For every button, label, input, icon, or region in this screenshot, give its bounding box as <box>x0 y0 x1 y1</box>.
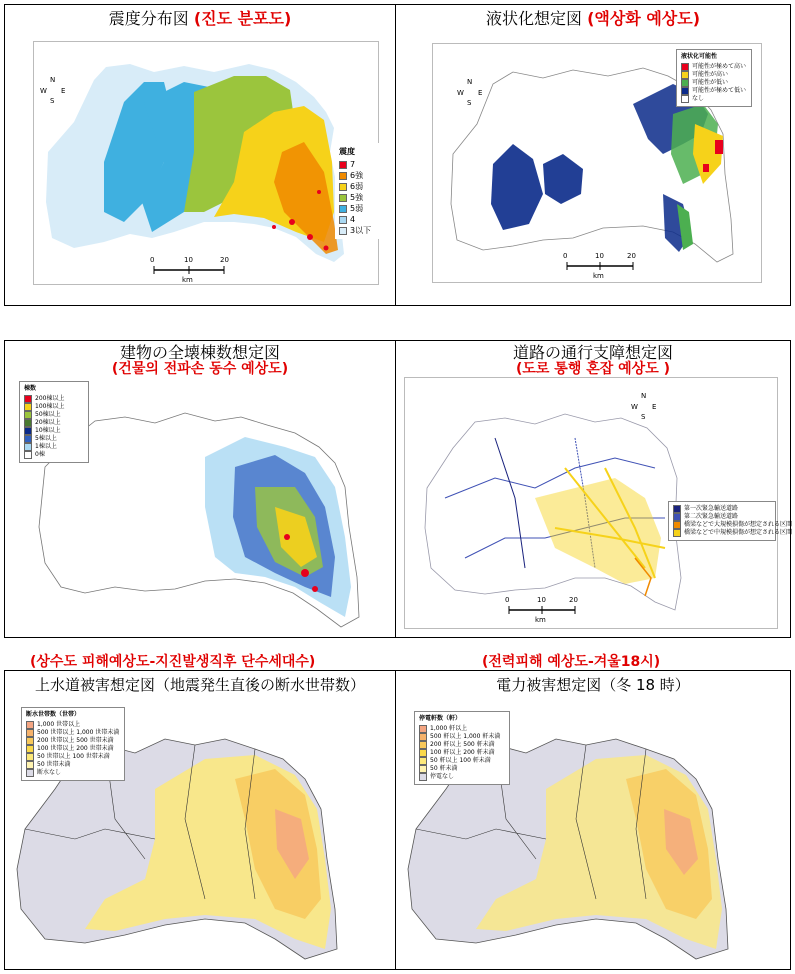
legend-label: 1,000 軒以上 <box>430 725 468 732</box>
legend-label: 断水なし <box>37 769 62 776</box>
legend-label: 可能性が極めて高い <box>692 63 747 70</box>
legend-label: 200棟以上 <box>35 395 65 402</box>
legend-swatch <box>26 745 34 753</box>
legend-power <box>414 711 510 785</box>
legend-swatch <box>26 737 34 745</box>
legend-label: 200 軒以上 500 軒未満 <box>430 741 495 748</box>
legend-item <box>339 214 377 225</box>
legend-label: 3以下 <box>350 226 372 235</box>
legend-swatch <box>339 194 347 202</box>
legend-item <box>673 521 793 529</box>
legend-title: 震度 <box>339 147 355 156</box>
panel-buildings <box>4 340 396 638</box>
panel-seismic <box>4 4 396 306</box>
legend-label: 橋梁などで大規模損傷が想定される区間 <box>684 521 793 528</box>
legend-swatch <box>419 725 427 733</box>
legend-item <box>26 769 120 777</box>
legend-swatch <box>339 183 347 191</box>
legend-label: 50 軒以上 100 軒未満 <box>430 757 491 764</box>
title-ko: (건물의 전파손 동수 예상도) <box>111 361 289 377</box>
legend-water <box>21 707 125 781</box>
legend-label: 10棟以上 <box>35 427 61 434</box>
legend-item <box>419 773 505 781</box>
legend-title: 液状化可能性 <box>681 53 718 60</box>
legend-item <box>419 757 505 765</box>
legend-label: 橋梁などで中規模損傷が想定される区間 <box>684 529 793 536</box>
legend-item <box>26 753 120 761</box>
title-ja: 液状化想定図 <box>485 9 582 28</box>
panel-title <box>5 343 395 363</box>
legend-swatch <box>24 419 32 427</box>
legend-swatch <box>419 757 427 765</box>
legend-label: 50 世帯以上 100 世帯未満 <box>37 753 110 760</box>
legend-label: 可能性が低い <box>692 79 729 86</box>
legend-item <box>419 741 505 749</box>
legend-title: 棟数 <box>24 385 37 392</box>
legend-seismic <box>335 143 381 239</box>
legend-item <box>24 419 84 427</box>
legend-buildings <box>19 381 89 463</box>
legend-item <box>26 721 120 729</box>
legend-swatch <box>339 216 347 224</box>
legend-label: 1棟以上 <box>35 443 57 450</box>
legend-label: 5弱 <box>350 204 364 213</box>
legend-roads <box>668 501 793 541</box>
legend-swatch <box>673 505 681 513</box>
title-ko: (진도 분포도) <box>193 9 292 28</box>
legend-swatch <box>673 529 681 537</box>
legend-label: 5強 <box>350 193 364 202</box>
legend-item <box>339 181 377 192</box>
legend-label: 100 軒以上 200 軒未満 <box>430 749 495 756</box>
legend-swatch <box>419 765 427 773</box>
legend-swatch <box>339 172 347 180</box>
legend-swatch <box>681 87 689 95</box>
legend-item <box>681 95 747 103</box>
legend-item <box>26 729 120 737</box>
legend-item <box>419 749 505 757</box>
legend-label: 可能性が高い <box>692 71 729 78</box>
legend-item <box>26 745 120 753</box>
title-ko: (전력피해 예상도-겨울18시) <box>482 654 661 670</box>
legend-label: 第二次緊急輸送道路 <box>684 513 739 520</box>
legend-label: 第一次緊急輸送道路 <box>684 505 739 512</box>
panel-power <box>395 670 791 970</box>
legend-label: 5棟以上 <box>35 435 57 442</box>
legend-swatch <box>339 205 347 213</box>
legend-title: 断水世帯数（世帯） <box>26 711 81 718</box>
legend-label: 1,000 世帯以上 <box>37 721 81 728</box>
legend-label: 500 軒以上 1,000 軒未満 <box>430 733 501 740</box>
legend-swatch <box>419 733 427 741</box>
legend-label: 100棟以上 <box>35 403 65 410</box>
legend-swatch <box>26 769 34 777</box>
legend-liquefaction <box>676 49 752 107</box>
seismic-map <box>34 42 380 286</box>
compass-icon: N W E S <box>457 78 483 107</box>
legend-item <box>339 225 377 236</box>
compass-icon: N W E S <box>631 392 657 421</box>
legend-swatch <box>24 395 32 403</box>
panel-title <box>5 675 395 695</box>
legend-label: なし <box>692 95 705 102</box>
panel-roads <box>395 340 791 638</box>
panel-liquefaction <box>395 4 791 306</box>
legend-swatch <box>26 729 34 737</box>
legend-swatch <box>26 721 34 729</box>
compass-icon: N W E S <box>40 76 66 105</box>
legend-item <box>673 505 771 513</box>
legend-swatch <box>24 443 32 451</box>
legend-swatch <box>419 741 427 749</box>
legend-item <box>24 395 84 403</box>
panel-title <box>396 343 790 363</box>
legend-item <box>681 79 747 87</box>
panel-water <box>4 670 396 970</box>
legend-swatch <box>673 521 681 529</box>
panel-title <box>396 675 790 695</box>
panel-title <box>5 9 395 29</box>
legend-label: 100 世帯以上 200 世帯未満 <box>37 745 114 752</box>
legend-swatch <box>681 95 689 103</box>
title-ko: (도로 통행 혼잡 예상도 ) <box>515 361 670 377</box>
title-ko: (액상화 예상도) <box>587 9 701 28</box>
panel-title <box>396 9 790 29</box>
legend-item <box>339 203 377 214</box>
legend-label: 50 世帯未満 <box>37 761 71 768</box>
legend-swatch <box>681 63 689 71</box>
legend-swatch <box>339 161 347 169</box>
legend-item <box>419 765 505 773</box>
legend-item <box>339 159 377 170</box>
title-ja: 電力被害想定図（冬 18 時） <box>496 676 690 694</box>
legend-label: 停電なし <box>430 773 455 780</box>
legend-label: 0棟 <box>35 451 45 458</box>
legend-item <box>24 411 84 419</box>
legend-label: 6弱 <box>350 182 364 191</box>
title-ko: (상수도 피해예상도-지진발생직후 단수세대수) <box>30 654 316 670</box>
legend-swatch <box>673 513 681 521</box>
legend-swatch <box>681 71 689 79</box>
legend-item <box>681 63 747 71</box>
map-frame: 0 10 20 km N W E S <box>404 377 778 629</box>
legend-swatch <box>24 427 32 435</box>
legend-swatch <box>24 411 32 419</box>
legend-swatch <box>419 749 427 757</box>
legend-swatch <box>419 773 427 781</box>
legend-swatch <box>26 753 34 761</box>
legend-label: 200 世帯以上 500 世帯未満 <box>37 737 114 744</box>
legend-item <box>24 403 84 411</box>
legend-label: 500 世帯以上 1,000 世帯未満 <box>37 729 120 736</box>
legend-label: 可能性が極めて低い <box>692 87 747 94</box>
legend-item <box>673 513 771 521</box>
legend-item <box>24 435 84 443</box>
map-frame: 0 10 20 km N W E S <box>432 43 762 283</box>
title-ja: 道路の通行支障想定図 <box>512 343 673 362</box>
title-ja: 震度分布図 <box>108 9 189 28</box>
legend-label: 50棟以上 <box>35 411 61 418</box>
legend-item <box>339 192 377 203</box>
legend-label: 50 軒未満 <box>430 765 458 772</box>
legend-item <box>419 725 505 733</box>
title-ja: 建物の全壊棟数想定図 <box>119 343 280 362</box>
legend-item <box>24 451 84 459</box>
legend-item <box>419 733 505 741</box>
legend-swatch <box>26 761 34 769</box>
legend-item <box>681 71 747 79</box>
legend-item <box>673 529 793 537</box>
legend-label: 20棟以上 <box>35 419 61 426</box>
legend-title: 停電軒数（軒） <box>419 715 462 722</box>
legend-swatch <box>24 403 32 411</box>
legend-item <box>339 170 377 181</box>
legend-swatch <box>339 227 347 235</box>
legend-label: 4 <box>350 215 356 224</box>
legend-item <box>681 87 747 95</box>
legend-label: 7 <box>350 160 356 169</box>
legend-swatch <box>24 435 32 443</box>
map-frame: 0 10 20 km N W E S <box>33 41 379 285</box>
title-ja: 上水道被害想定図（地震発生直後の断水世帯数） <box>34 676 365 694</box>
legend-label: 6強 <box>350 171 364 180</box>
legend-item <box>24 443 84 451</box>
legend-item <box>26 761 120 769</box>
legend-swatch <box>681 79 689 87</box>
legend-swatch <box>24 451 32 459</box>
legend-item <box>26 737 120 745</box>
legend-item <box>24 427 84 435</box>
